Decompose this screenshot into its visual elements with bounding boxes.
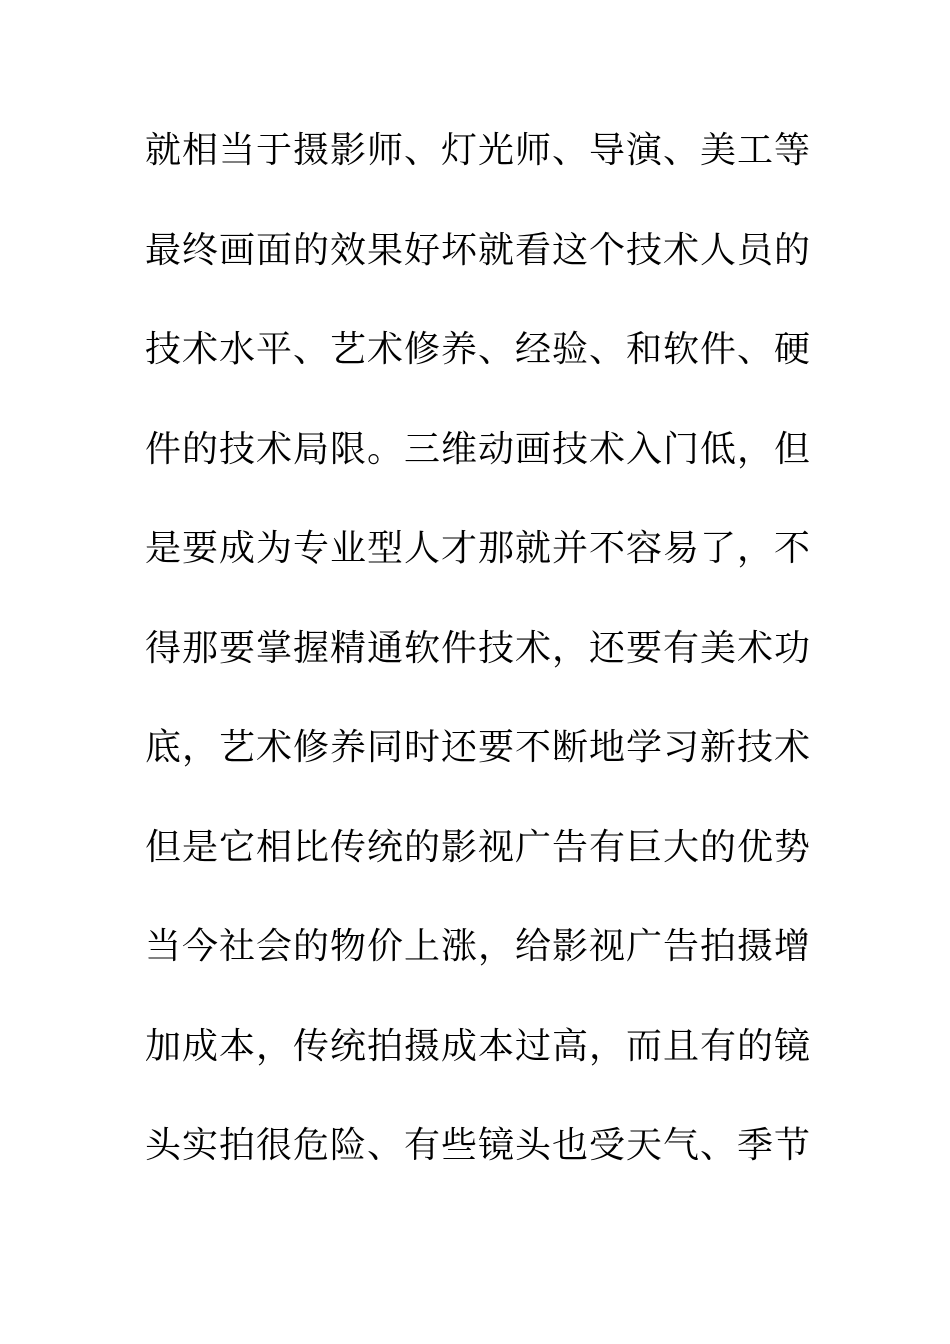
text-line-9: 当今社会的物价上涨，给影视广告拍摄增 bbox=[145, 926, 812, 967]
text-line-5: 是要成为专业型人才那就并不容易了，不 bbox=[145, 528, 812, 569]
body-text bbox=[145, 120, 825, 1215]
text-line-6: 得那要掌握精通软件技术，还要有美术功 bbox=[145, 627, 812, 669]
text-line-2: 最终画面的效果好坏就看这个技术人员的 bbox=[145, 229, 812, 271]
text-line-1: 就相当于摄影师、灯光师、导演、美工等 bbox=[145, 130, 812, 171]
text-line-3: 技术水平、艺术修养、经验、和软件、硬 bbox=[145, 329, 812, 370]
text-line-8: 但是它相比传统的影视广告有巨大的优势 bbox=[145, 826, 812, 868]
text-line-7: 底，艺术修养同时还要不断地学习新技术 bbox=[145, 727, 812, 768]
text-line-11: 头实拍很危险、有些镜头也受天气、季节 bbox=[145, 1125, 812, 1166]
text-line-4: 件的技术局限。三维动画技术入门低，但 bbox=[145, 428, 812, 470]
text-line-10: 加成本，传统拍摄成本过高，而且有的镜 bbox=[145, 1025, 812, 1067]
